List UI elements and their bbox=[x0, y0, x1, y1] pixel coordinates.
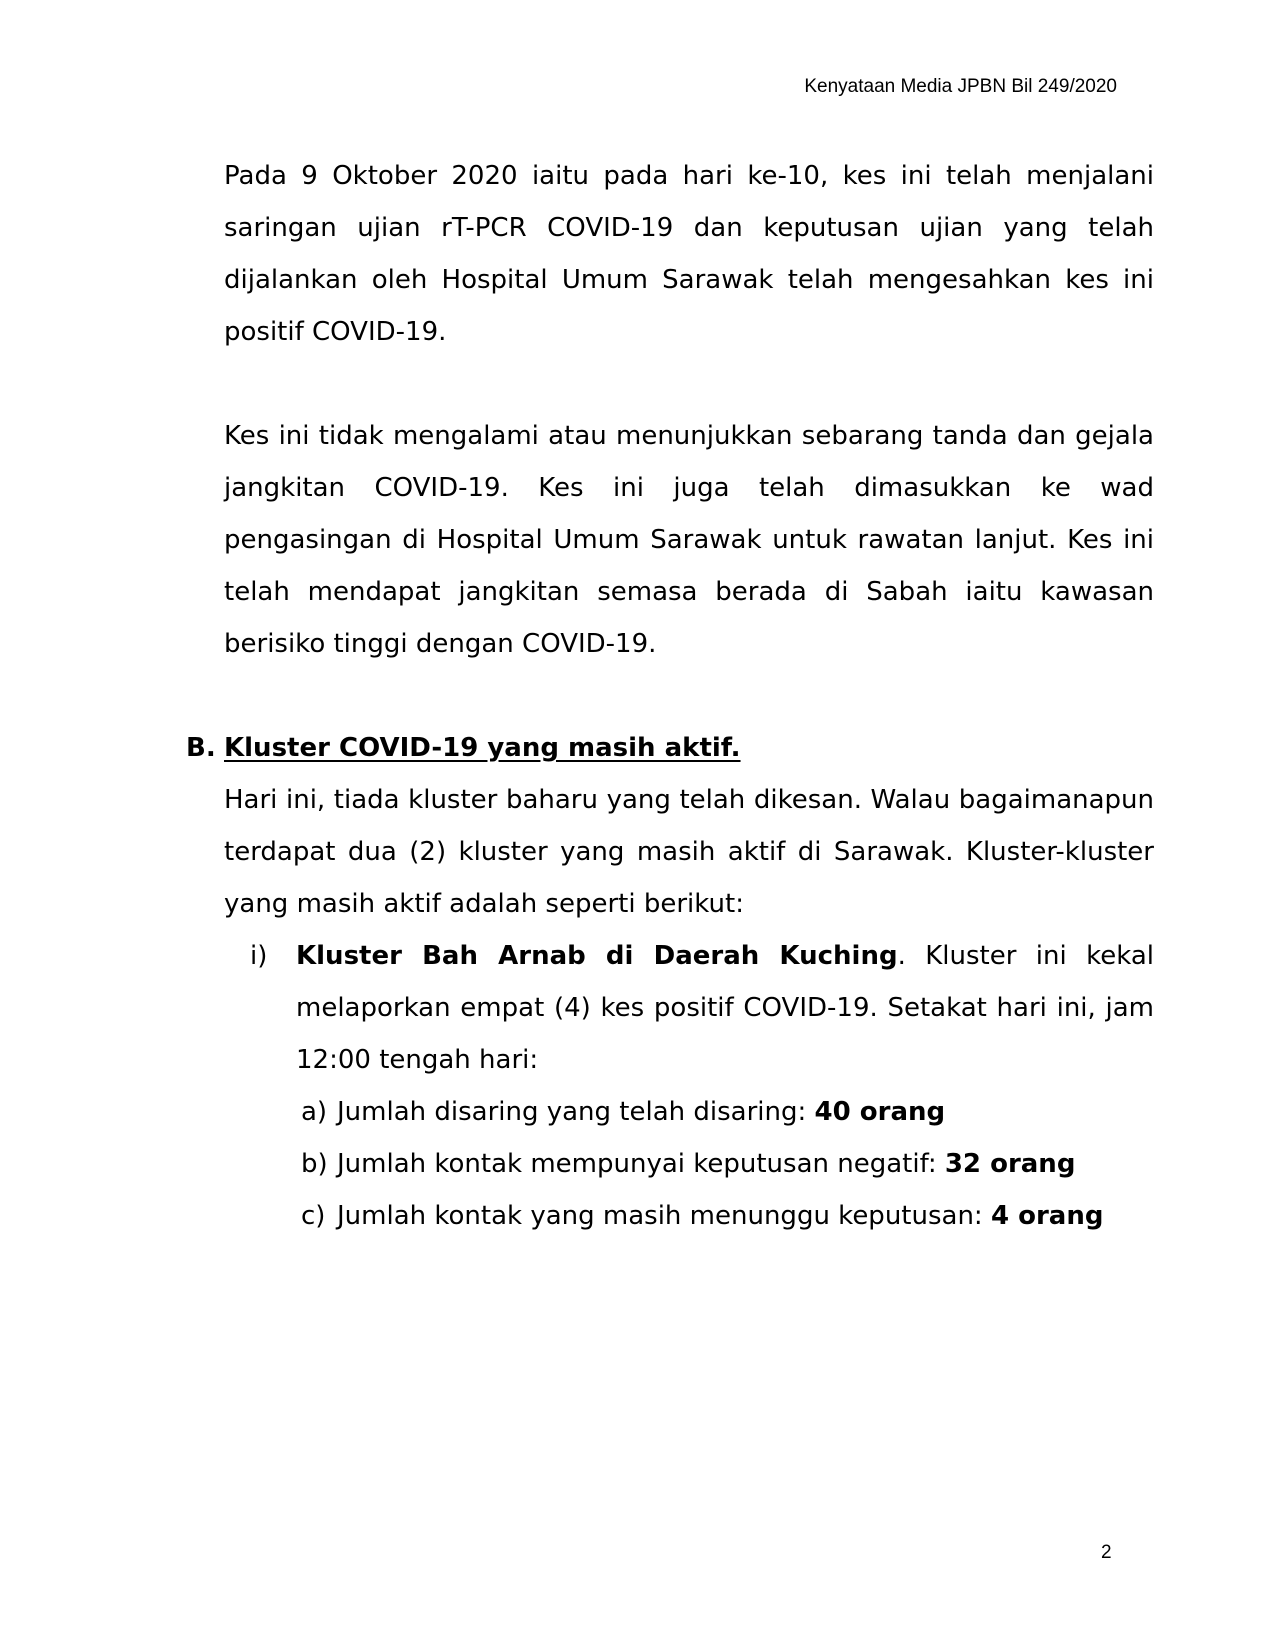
sub-item-label: Jumlah kontak mempunyai keputusan negatif: bbox=[337, 1149, 945, 1179]
cluster-item bbox=[250, 930, 1154, 1086]
cluster-stats-list bbox=[301, 1086, 1154, 1242]
sub-item-marker: c) bbox=[301, 1201, 326, 1231]
document-body bbox=[186, 150, 1154, 1242]
paragraph-case-condition: Kes ini tidak mengalami atau menunjukkan sebarang tanda dan gejala jangkitan COVID-19. Kes ini juga telah dimasukkan ke wad pengasingan di Hospital Umum Sarawak untuk rawatan lanjut. Kes ini telah mendapat jangkitan semasa berada di Sabah iaitu kawasan berisiko tinggi dengan COVID-19. bbox=[224, 421, 1154, 659]
item-marker: i) bbox=[250, 941, 268, 971]
sub-item-marker: a) bbox=[301, 1097, 328, 1127]
sub-item-marker: b) bbox=[301, 1149, 328, 1179]
paragraph-test-result: Pada 9 Oktober 2020 iaitu pada hari ke-10, kes ini telah menjalani saringan ujian rT-PCR COVID-19 dan keputusan ujian yang telah dijalankan oleh Hospital Umum Sarawak telah mengesahkan kes ini positif COVID-19. bbox=[224, 161, 1154, 347]
section-b bbox=[186, 722, 1154, 1242]
list-item bbox=[301, 1190, 1154, 1242]
sub-item-value: 40 orang bbox=[814, 1097, 946, 1127]
list-item bbox=[301, 1086, 1154, 1138]
cluster-name: Kluster Bah Arnab di Daerah Kuching bbox=[296, 941, 898, 971]
cluster-description: . Kluster ini kekal melaporkan empat (4) kes positif COVID-19. Setakat hari ini, jam 12:00 tengah hari: bbox=[296, 941, 1154, 1075]
list-item bbox=[301, 1138, 1154, 1190]
sub-item-label: Jumlah kontak yang masih menunggu keputusan: bbox=[337, 1201, 991, 1231]
sub-item-value: 32 orang bbox=[944, 1149, 1076, 1179]
sub-item-value: 4 orang bbox=[990, 1201, 1104, 1231]
sub-item-label: Jumlah disaring yang telah disaring: bbox=[337, 1097, 815, 1127]
document-header: Kenyataan Media JPBN Bil 249/2020 bbox=[804, 76, 1117, 97]
section-letter: B. bbox=[186, 733, 216, 763]
section-title: Kluster COVID-19 yang masih aktif. bbox=[224, 733, 741, 763]
section-intro: Hari ini, tiada kluster baharu yang telah dikesan. Walau bagaimanapun terdapat dua (2) kluster yang masih aktif di Sarawak. Kluster-kluster yang masih aktif adalah seperti berikut: bbox=[224, 785, 1154, 919]
page-number: 2 bbox=[1101, 1542, 1112, 1563]
